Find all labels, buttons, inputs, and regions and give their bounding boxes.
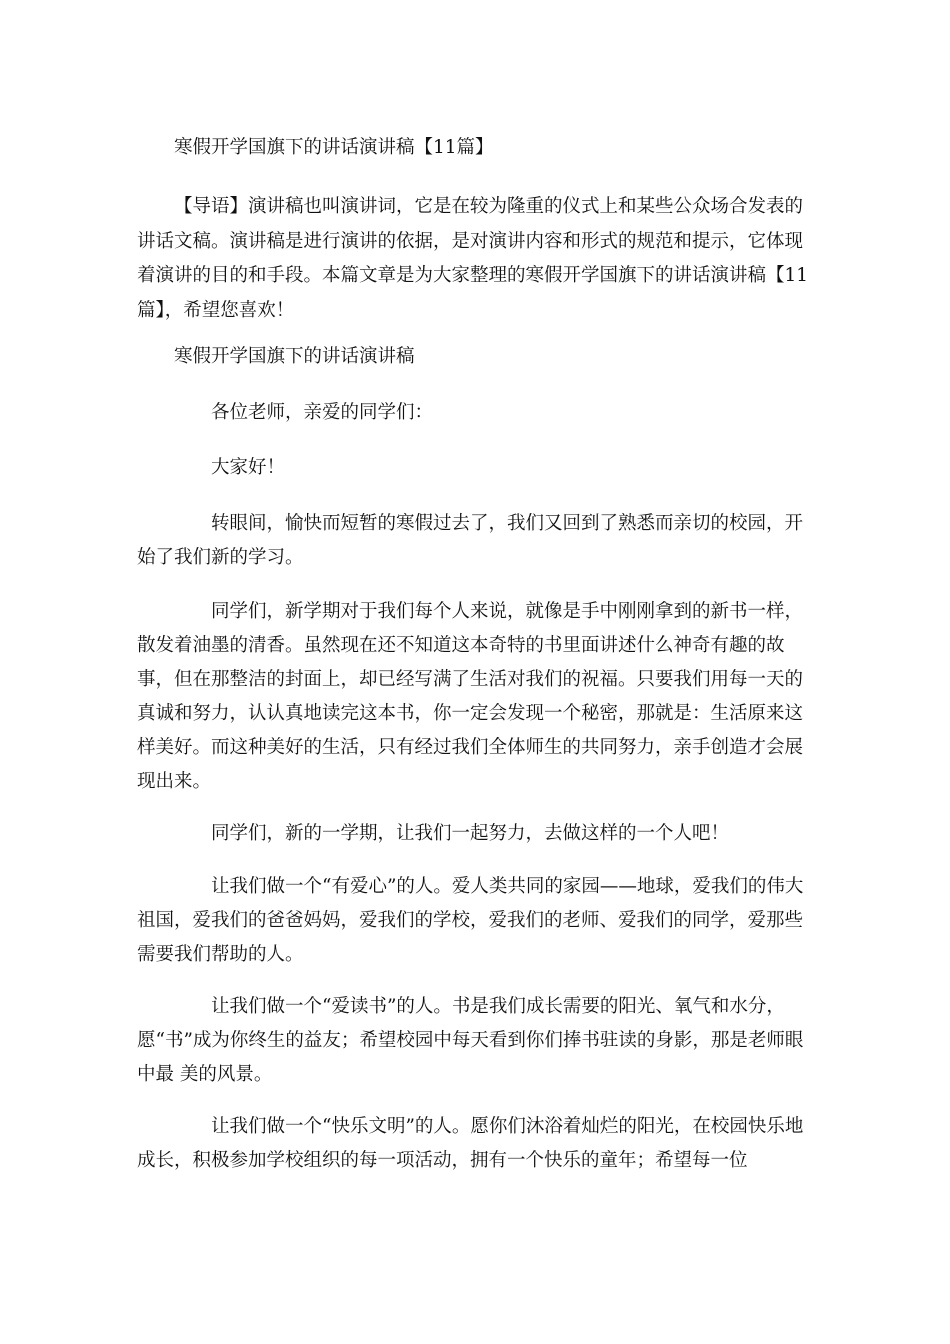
greeting: 大家好！ (211, 457, 286, 478)
body-paragraph: 同学们，新的一学期，让我们一起努力，去做这样的一个人吧！ (211, 823, 730, 844)
body-paragraph: 让我们做一个“爱读书”的人。书是我们成长需要的阳光、氧气和水分，愿“书”成为你终生的益友；希望校园中每天看到你们捧书驻读的身影，那是老师眼中最 美的风景。 (137, 996, 804, 1085)
body-paragraph: 让我们做一个“快乐文明”的人。愿你们沐浴着灿烂的阳光，在校园快乐地成长，积极参加学校组织的每一项活动，拥有一个快乐的童年；希望每一位 (137, 1116, 804, 1171)
body-paragraph: 转眼间，愉快而短暂的寒假过去了，我们又回到了熟悉而亲切的校园，开始了我们新的学习。 (137, 513, 804, 568)
body-paragraph: 同学们，新学期对于我们每个人来说，就像是手中刚刚拿到的新书一样，散发着油墨的清香。虽然现在还不知道这本奇特的书里面讲述什么神奇有趣的故事，但在那整洁的封面上，却已经写满了生活对我们的祝福。只要我们用每一天的真诚和努力，认认真地读完这本书，你一定会发现一个秘密，那就是：生活原来这样美好。而这种美好的生活，只有经过我们全体师生的共同努力，亲手创造才会展现出来。 (137, 601, 804, 792)
body-paragraph: 让我们做一个“有爱心”的人。爱人类共同的家园——地球，爱我们的伟大祖国，爱我们的爸爸妈妈，爱我们的学校，爱我们的老师、爱我们的同学，爱那些需要我们帮助的人。 (137, 876, 804, 965)
intro-text: 【导语】演讲稿也叫演讲词，它是在较为隆重的仪式上和某些公众场合发表的讲话文稿。演讲稿是进行演讲的依据，是对演讲内容和形式的规范和提示，它体现着演讲的目的和手段。本篇文章是为大家整理的寒假开学国旗下的讲话演讲稿【11篇】，希望您喜欢！ (137, 196, 809, 321)
intro-paragraph (137, 190, 813, 328)
section-title: 寒假开学国旗下的讲话演讲稿 (174, 346, 415, 367)
document-title: 寒假开学国旗下的讲话演讲稿【11篇】 (174, 137, 494, 158)
salutation: 各位老师，亲爱的同学们： (211, 402, 434, 423)
